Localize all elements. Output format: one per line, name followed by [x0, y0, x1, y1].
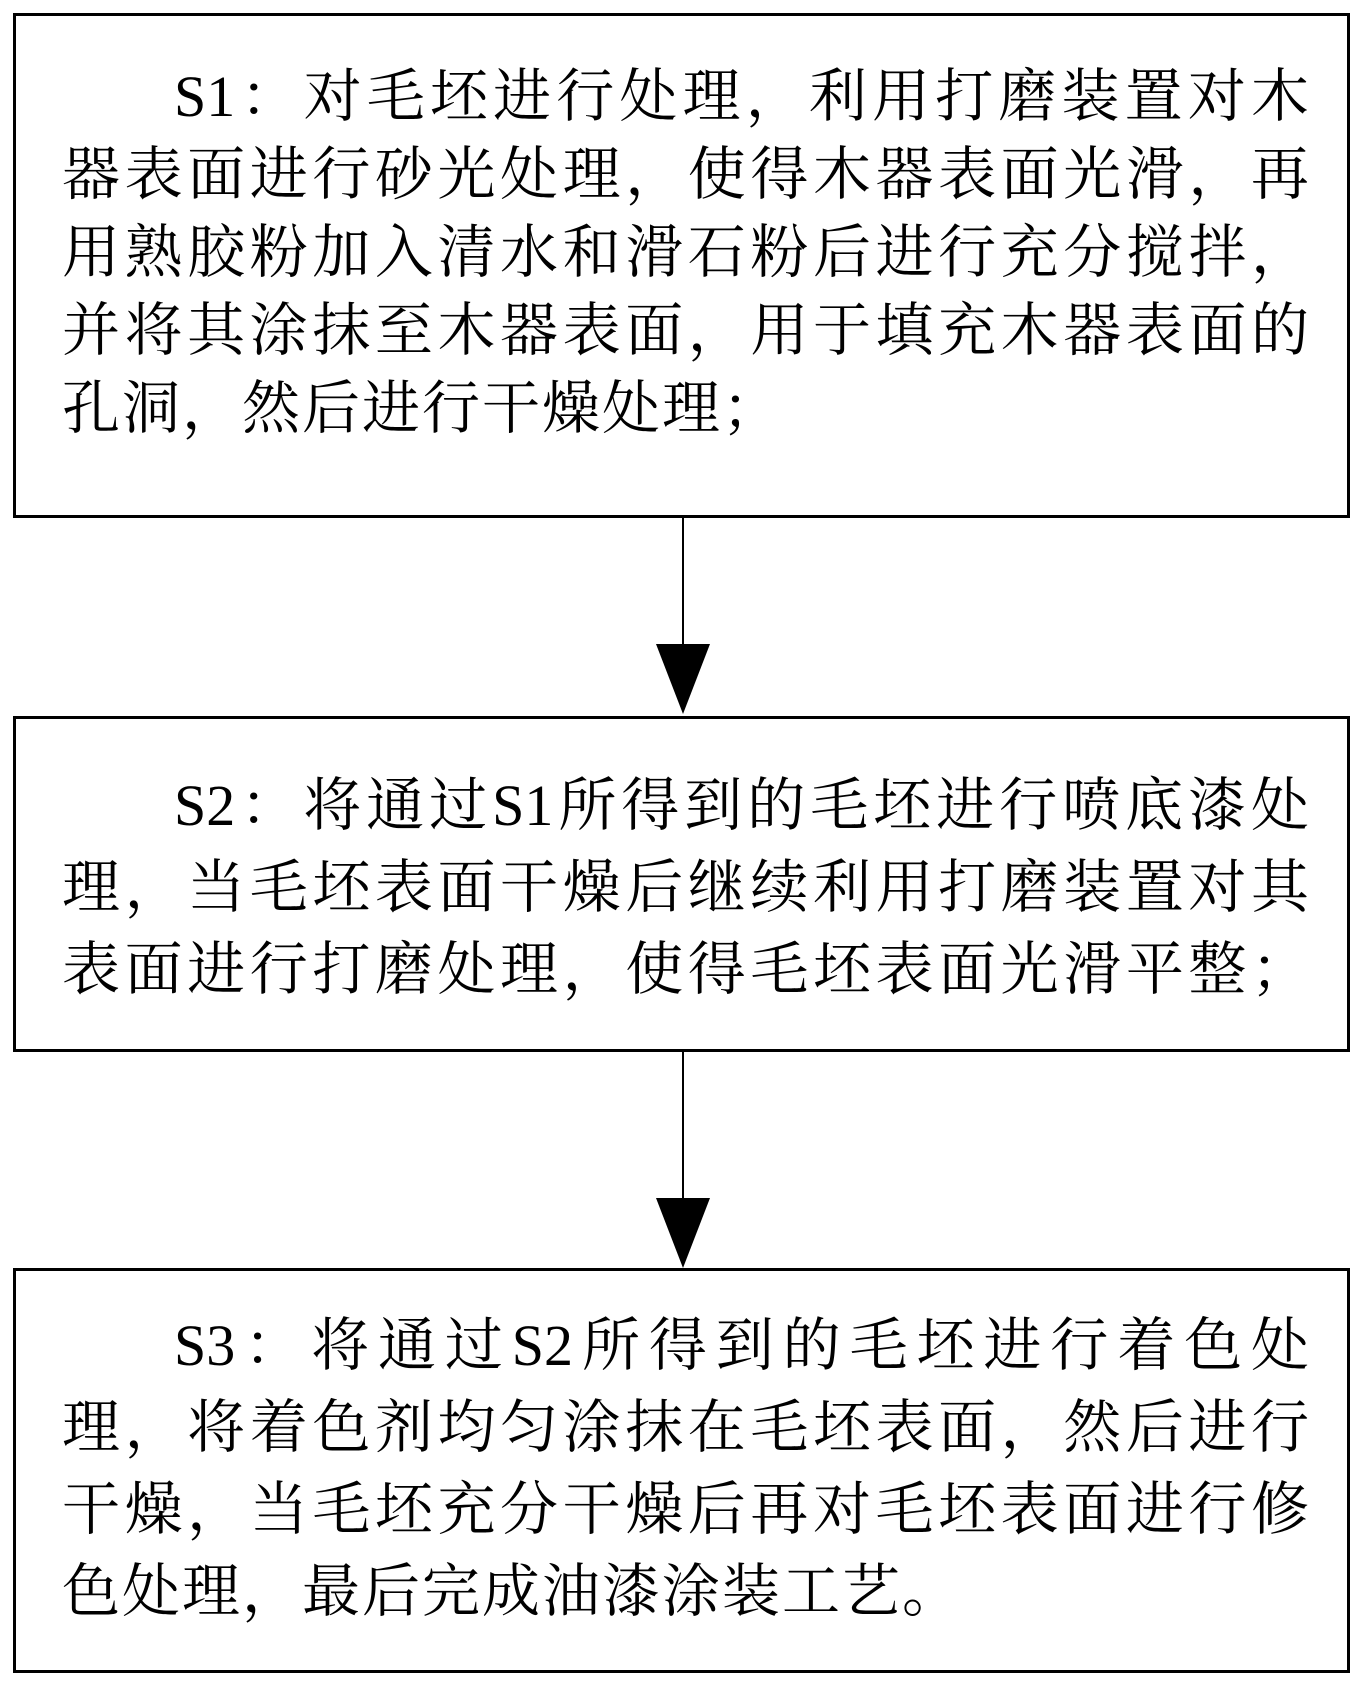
text-line: S3：将通过S2所得到的毛坯进行着色处 [174, 1313, 1309, 1378]
arrow-down-icon [656, 1198, 710, 1268]
text-line: S2：将通过S1所得到的毛坯进行喷底漆处 [174, 773, 1309, 838]
text-line: 器表面进行砂光处理，使得木器表面光滑，再 [62, 142, 1309, 207]
text-line: 并将其涂抹至木器表面，用于填充木器表面的 [62, 298, 1309, 363]
text-line: 理，当毛坯表面干燥后继续利用打磨装置对其 [62, 855, 1309, 920]
flow-arrow-shaft [682, 1052, 684, 1199]
text-line: 干燥，当毛坯充分干燥后再对毛坯表面进行修 [62, 1477, 1309, 1542]
flow-arrow-shaft [682, 518, 684, 644]
step-box-s2 [13, 716, 1350, 1052]
text-line: 表面进行打磨处理，使得毛坯表面光滑平整； [62, 937, 1309, 1002]
text-line: 孔洞，然后进行干燥处理； [62, 376, 783, 441]
step-box-s3 [13, 1268, 1350, 1673]
text-line: 理，将着色剂均匀涂抹在毛坯表面，然后进行 [62, 1395, 1309, 1460]
text-line: S1：对毛坯进行处理，利用打磨装置对木 [174, 64, 1309, 129]
text-line: 色处理，最后完成油漆涂装工艺。 [62, 1559, 963, 1624]
text-line: 用熟胶粉加入清水和滑石粉后进行充分搅拌， [62, 220, 1309, 285]
step-box-s1 [13, 13, 1350, 518]
arrow-down-icon [656, 644, 710, 714]
